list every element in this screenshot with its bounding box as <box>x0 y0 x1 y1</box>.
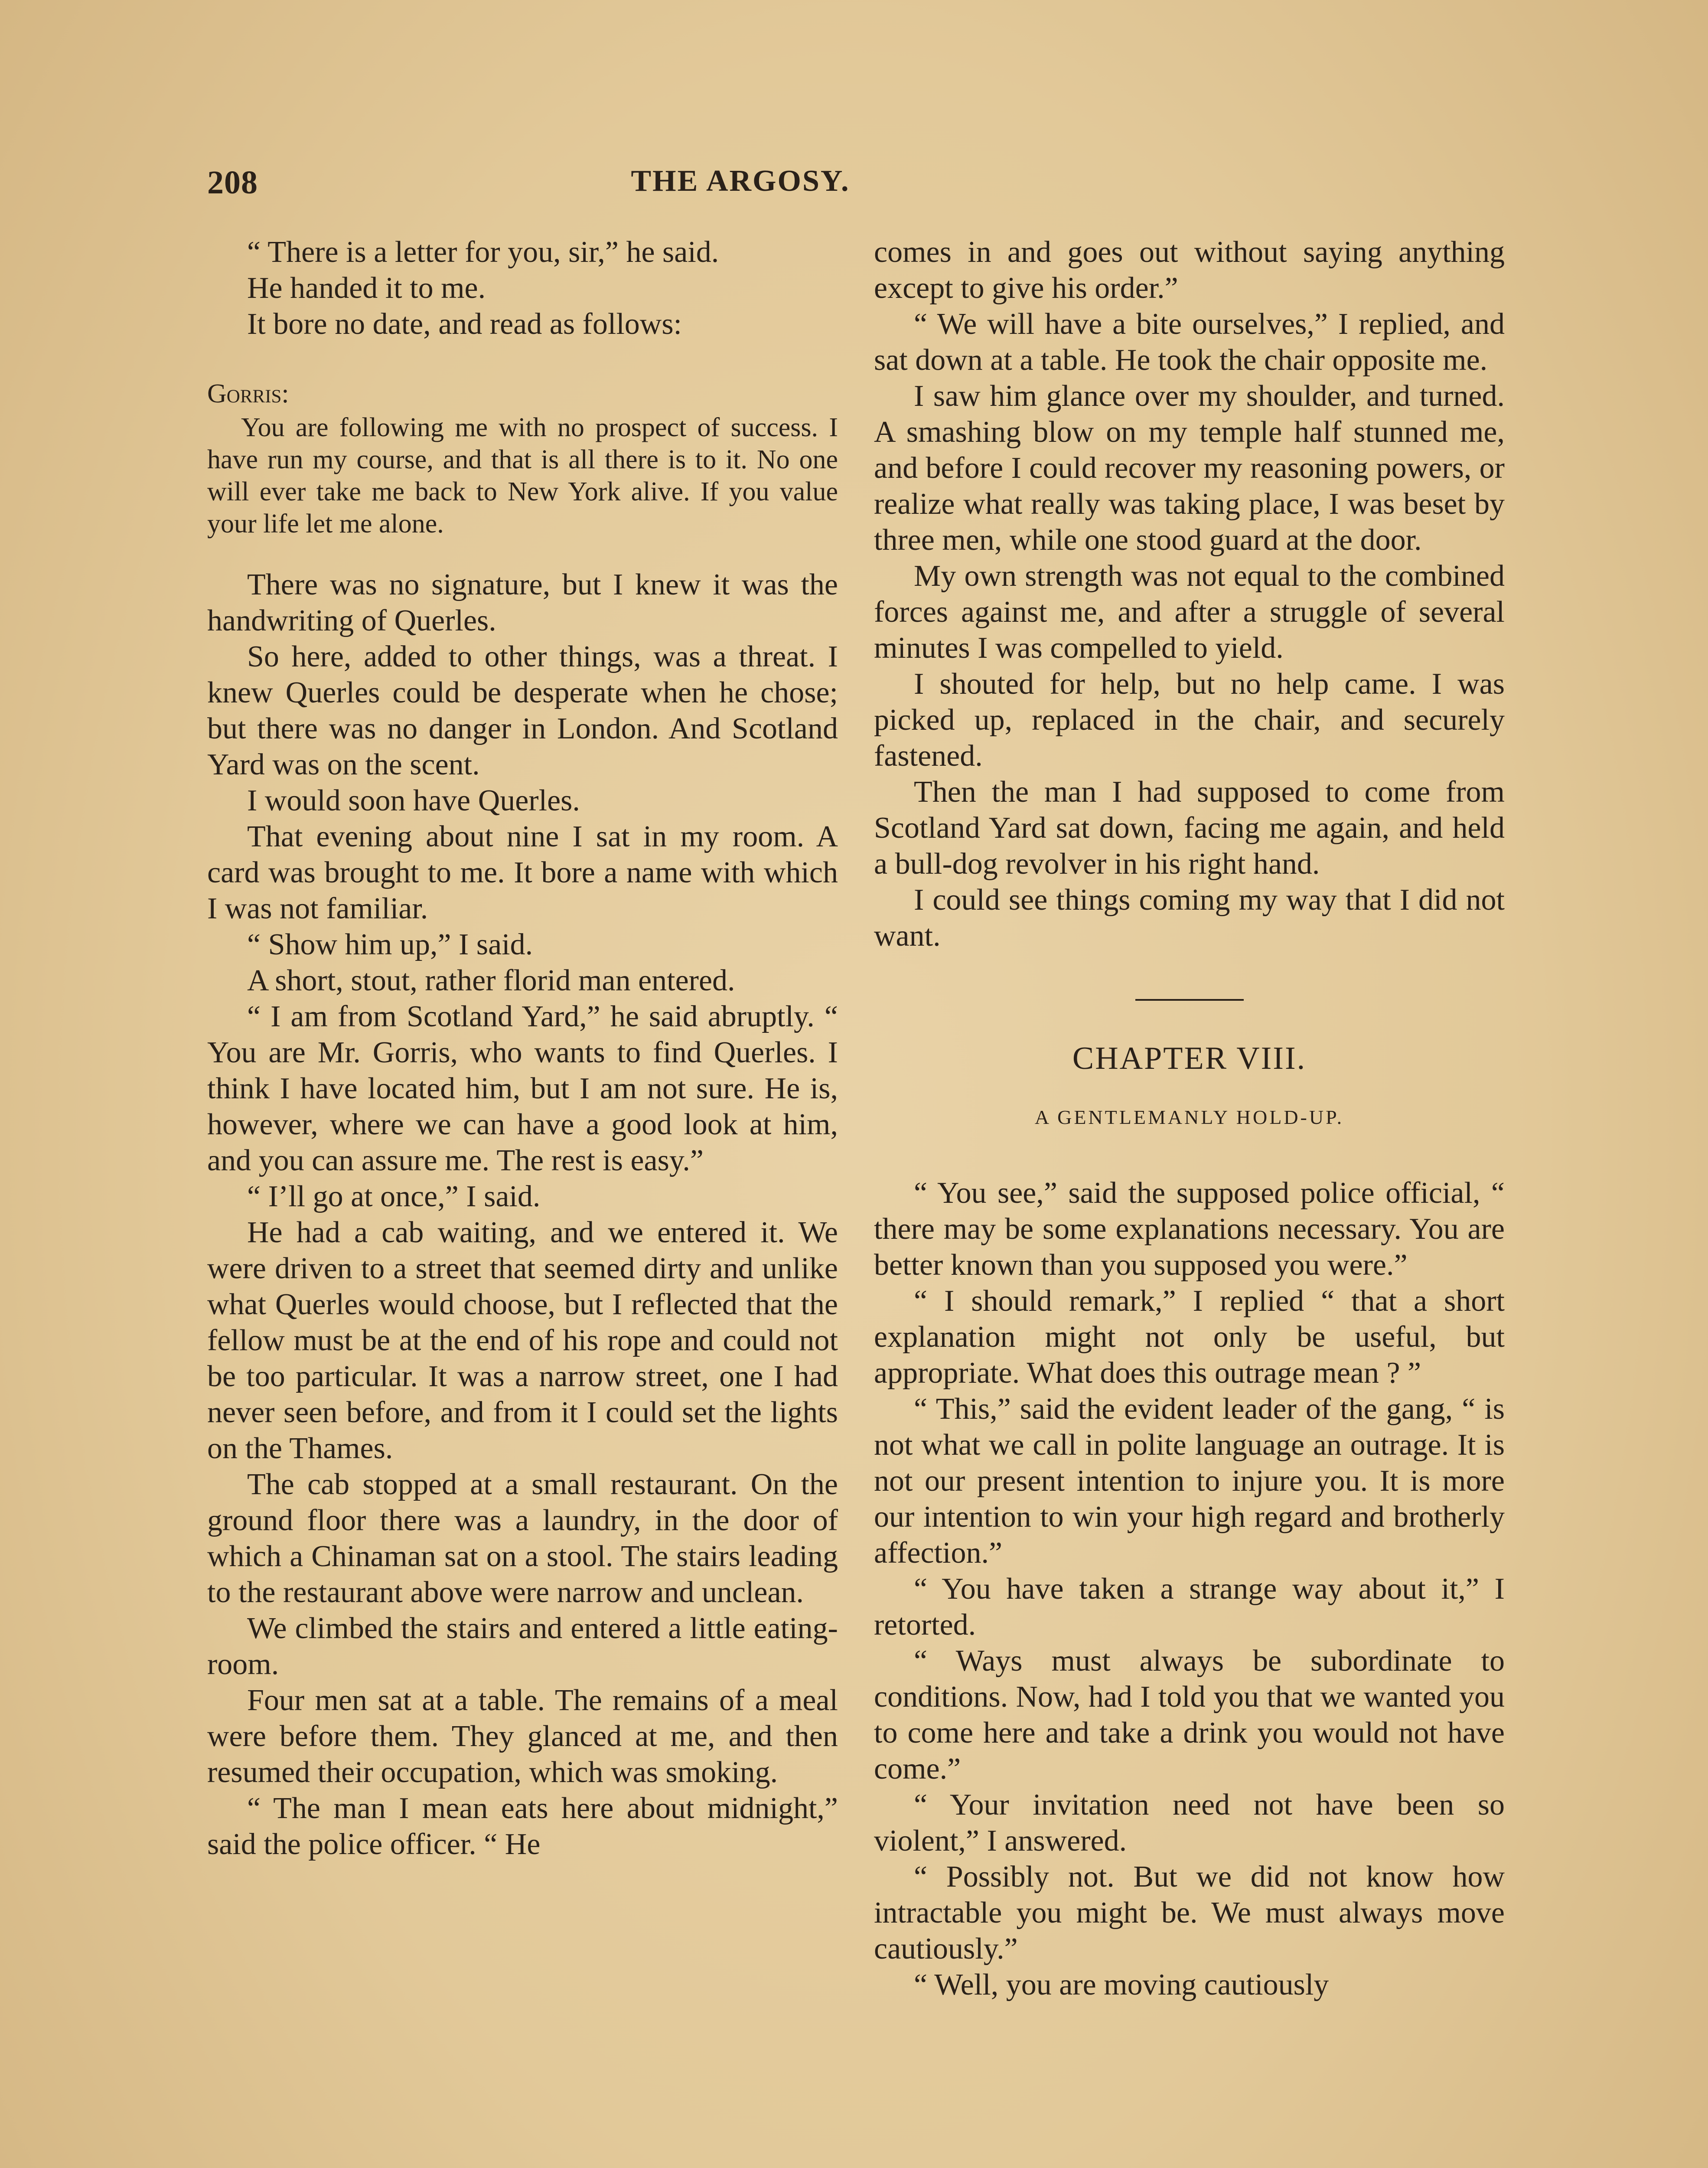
paragraph: “ Show him up,” I said. <box>247 928 533 961</box>
quoted-letter <box>207 378 838 540</box>
letter-salutation: Gorris: <box>207 379 289 408</box>
paragraph: “ You see,” said the supposed police official, “ there may be some explanations necessary. You are better known than you supposed you were.” <box>874 1176 1505 1282</box>
paragraph: “ There is a letter for you, sir,” he said. <box>247 235 719 269</box>
paragraph: I could see things coming my way that I did not want. <box>874 883 1505 953</box>
paragraph: So here, added to other things, was a threat. I knew Querles could be desperate when he chose; but there was no danger in London. And Scotland Yard was on the scent. <box>207 640 838 781</box>
paragraph: “ I am from Scotland Yard,” he said abruptly. “ You are Mr. Gorris, who wants to find Querles. I think I have located him, but I am not sure. He is, however, where we can have a good look at him, and you can assure me. The rest is easy.” <box>207 1000 838 1177</box>
paragraph: “ Ways must always be subordinate to conditions. Now, had I told you that we wanted you to come here and take a drink you would not have come.” <box>874 1644 1505 1786</box>
page-header <box>207 164 981 212</box>
paragraph: “ I’ll go at once,” I said. <box>247 1180 541 1213</box>
paragraph: “ You have taken a strange way about it,” I retorted. <box>874 1572 1505 1642</box>
chapter-title: CHAPTER VIII. <box>1072 1041 1307 1076</box>
paragraph: “ We will have a bite ourselves,” I replied, and sat down at a table. He took the chair opposite me. <box>874 307 1505 377</box>
chapter-subtitle: A GENTLEMANLY HOLD-UP. <box>1034 1106 1344 1128</box>
paragraph: Four men sat at a table. The remains of a meal were before them. They glanced at me, and then resumed their occupation, which was smoking. <box>207 1684 838 1789</box>
paragraph: “ I should remark,” I replied “ that a short explanation might not only be useful, but appropriate. What does this outrage mean ? ” <box>874 1284 1505 1390</box>
page-number: 208 <box>207 164 258 201</box>
left-column <box>207 234 838 1862</box>
paragraph: The cab stopped at a small restaurant. On the ground floor there was a laundry, in the door of which a Chinaman sat on a stool. The stairs leading to the restaurant above were narrow and unclean. <box>207 1468 838 1609</box>
paragraph: He had a cab waiting, and we entered it. We were driven to a street that seemed dirty and unlike what Querles would choose, but I reflected that the fellow must be at the end of his rope and could not be too particular. It was a narrow street, one I had never seen before, and from it I could set the lights on the Thames. <box>207 1216 838 1465</box>
paragraph: It bore no date, and read as follows: <box>247 307 682 341</box>
paragraph: My own strength was not equal to the combined forces against me, and after a struggle of several minutes I was compelled to yield. <box>874 559 1505 665</box>
paragraph: We climbed the stairs and entered a little eating-room. <box>207 1612 838 1681</box>
paragraph: Then the man I had supposed to come from Scotland Yard sat down, facing me again, and held a bull-dog revolver in his right hand. <box>874 775 1505 881</box>
paragraph: “ Possibly not. But we did not know how intractable you might be. We must always move cautiously.” <box>874 1860 1505 1966</box>
letter-body: You are following me with no prospect of success. I have run my course, and that is all there is to it. No one will ever take me back to New York alive. If you value your life let me alone. <box>207 413 838 539</box>
paragraph: “ Your invitation need not have been so violent,” I answered. <box>874 1788 1505 1858</box>
paragraph: I would soon have Querles. <box>247 784 580 817</box>
paragraph: “ Well, you are moving cautiously <box>914 1968 1329 2001</box>
paragraph: I saw him glance over my shoulder, and turned. A smashing blow on my temple half stunned me, and before I could recover my reasoning powers, or realize what really was taking place, I was beset by three men, while one stood guard at the door. <box>874 379 1505 557</box>
paragraph: “ This,” said the evident leader of the gang, “ is not what we call in polite language an outrage. It is not our present intention to injure you. It is more our intention to win your high regard and brotherly affection.” <box>874 1392 1505 1570</box>
paragraph: A short, stout, rather florid man entered. <box>247 964 735 997</box>
right-column <box>874 234 1505 2003</box>
paragraph: He handed it to me. <box>247 271 486 305</box>
paragraph: That evening about nine I sat in my room. A card was brought to me. It bore a name with which I was not familiar. <box>207 820 838 925</box>
paragraph: I shouted for help, but no help came. I was picked up, replaced in the chair, and securely fastened. <box>874 667 1505 773</box>
running-head: THE ARGOSY. <box>631 164 850 198</box>
section-divider <box>1135 999 1244 1001</box>
paragraph-continued: comes in and goes out without saying anything except to give his order.” <box>874 235 1505 305</box>
paragraph: “ The man I mean eats here about midnight,” said the police officer. “ He <box>207 1792 838 1861</box>
paragraph: There was no signature, but I knew it was the handwriting of Querles. <box>207 568 838 637</box>
